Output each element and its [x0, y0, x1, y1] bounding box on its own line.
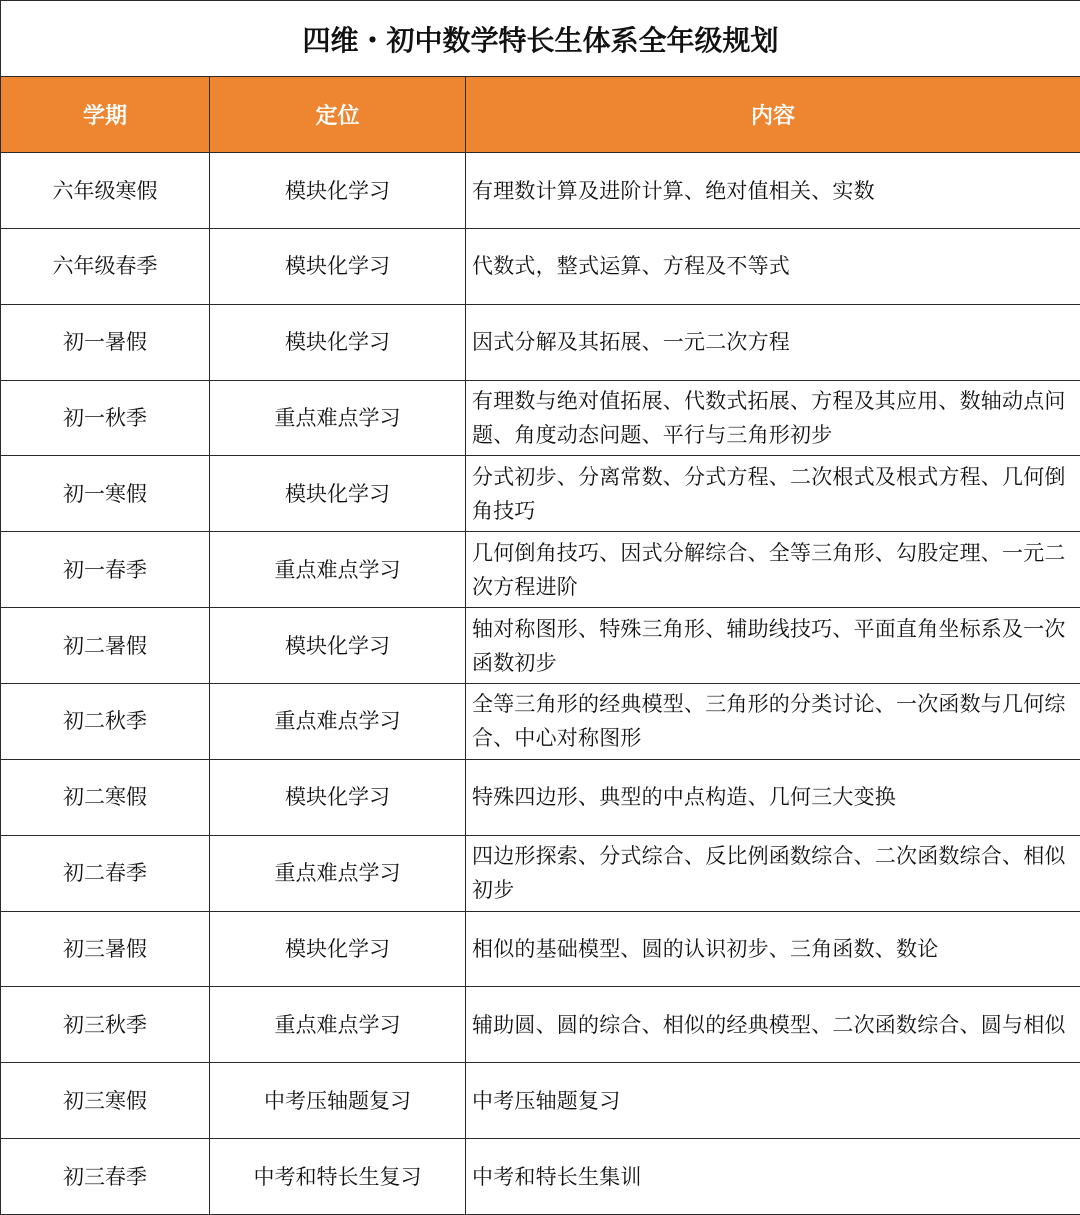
table-row — [1, 532, 1080, 608]
table-row — [1, 228, 1080, 304]
term-cell: 初三秋季 — [1, 987, 210, 1063]
header-term: 学期 — [1, 77, 210, 153]
table-row — [1, 759, 1080, 835]
table-row — [1, 380, 1080, 456]
position-cell: 模块化学习 — [210, 608, 466, 684]
term-cell: 初一春季 — [1, 532, 210, 608]
table-row — [1, 1063, 1080, 1139]
table-row — [1, 456, 1080, 532]
content-cell: 辅助圆、圆的综合、相似的经典模型、二次函数综合、圆与相似 — [466, 987, 1080, 1063]
position-cell: 模块化学习 — [210, 228, 466, 304]
term-cell: 六年级春季 — [1, 228, 210, 304]
position-cell: 重点难点学习 — [210, 380, 466, 456]
content-cell: 分式初步、分离常数、分式方程、二次根式及根式方程、几何倒角技巧 — [466, 456, 1080, 532]
table-row — [1, 684, 1080, 760]
table-row — [1, 987, 1080, 1063]
header-position: 定位 — [210, 77, 466, 153]
header-content: 内容 — [466, 77, 1080, 153]
table-row — [1, 153, 1080, 229]
content-cell: 四边形探索、分式综合、反比例函数综合、二次函数综合、相似初步 — [466, 835, 1080, 911]
content-cell: 代数式，整式运算、方程及不等式 — [466, 228, 1080, 304]
content-cell: 因式分解及其拓展、一元二次方程 — [466, 304, 1080, 380]
table-row — [1, 911, 1080, 987]
term-cell: 初一暑假 — [1, 304, 210, 380]
table-body — [1, 1, 1080, 1215]
position-cell: 中考压轴题复习 — [210, 1063, 466, 1139]
content-cell: 几何倒角技巧、因式分解综合、全等三角形、勾股定理、一元二次方程进阶 — [466, 532, 1080, 608]
table-row — [1, 608, 1080, 684]
term-cell: 六年级寒假 — [1, 153, 210, 229]
position-cell: 模块化学习 — [210, 456, 466, 532]
content-cell: 中考和特长生集训 — [466, 1139, 1080, 1215]
position-cell: 模块化学习 — [210, 911, 466, 987]
position-cell: 重点难点学习 — [210, 532, 466, 608]
header-row — [1, 77, 1080, 153]
term-cell: 初三春季 — [1, 1139, 210, 1215]
term-cell: 初二寒假 — [1, 759, 210, 835]
position-cell: 重点难点学习 — [210, 987, 466, 1063]
term-cell: 初三寒假 — [1, 1063, 210, 1139]
position-cell: 模块化学习 — [210, 304, 466, 380]
term-cell: 初二暑假 — [1, 608, 210, 684]
content-cell: 特殊四边形、典型的中点构造、几何三大变换 — [466, 759, 1080, 835]
term-cell: 初三暑假 — [1, 911, 210, 987]
content-cell: 中考压轴题复习 — [466, 1063, 1080, 1139]
position-cell: 重点难点学习 — [210, 835, 466, 911]
table-row — [1, 1139, 1080, 1215]
title-row — [1, 1, 1080, 77]
table-row — [1, 304, 1080, 380]
term-cell: 初一秋季 — [1, 380, 210, 456]
content-cell: 相似的基础模型、圆的认识初步、三角函数、数论 — [466, 911, 1080, 987]
position-cell: 模块化学习 — [210, 153, 466, 229]
term-cell: 初一寒假 — [1, 456, 210, 532]
position-cell: 重点难点学习 — [210, 684, 466, 760]
term-cell: 初二秋季 — [1, 684, 210, 760]
table-row — [1, 835, 1080, 911]
content-cell: 有理数计算及进阶计算、绝对值相关、实数 — [466, 153, 1080, 229]
content-cell: 有理数与绝对值拓展、代数式拓展、方程及其应用、数轴动点问题、角度动态问题、平行与三角形初步 — [466, 380, 1080, 456]
content-cell: 全等三角形的经典模型、三角形的分类讨论、一次函数与几何综合、中心对称图形 — [466, 684, 1080, 760]
position-cell: 模块化学习 — [210, 759, 466, 835]
position-cell: 中考和特长生复习 — [210, 1139, 466, 1215]
table-title: 四维・初中数学特长生体系全年级规划 — [1, 1, 1080, 77]
content-cell: 轴对称图形、特殊三角形、辅助线技巧、平面直角坐标系及一次函数初步 — [466, 608, 1080, 684]
term-cell: 初二春季 — [1, 835, 210, 911]
